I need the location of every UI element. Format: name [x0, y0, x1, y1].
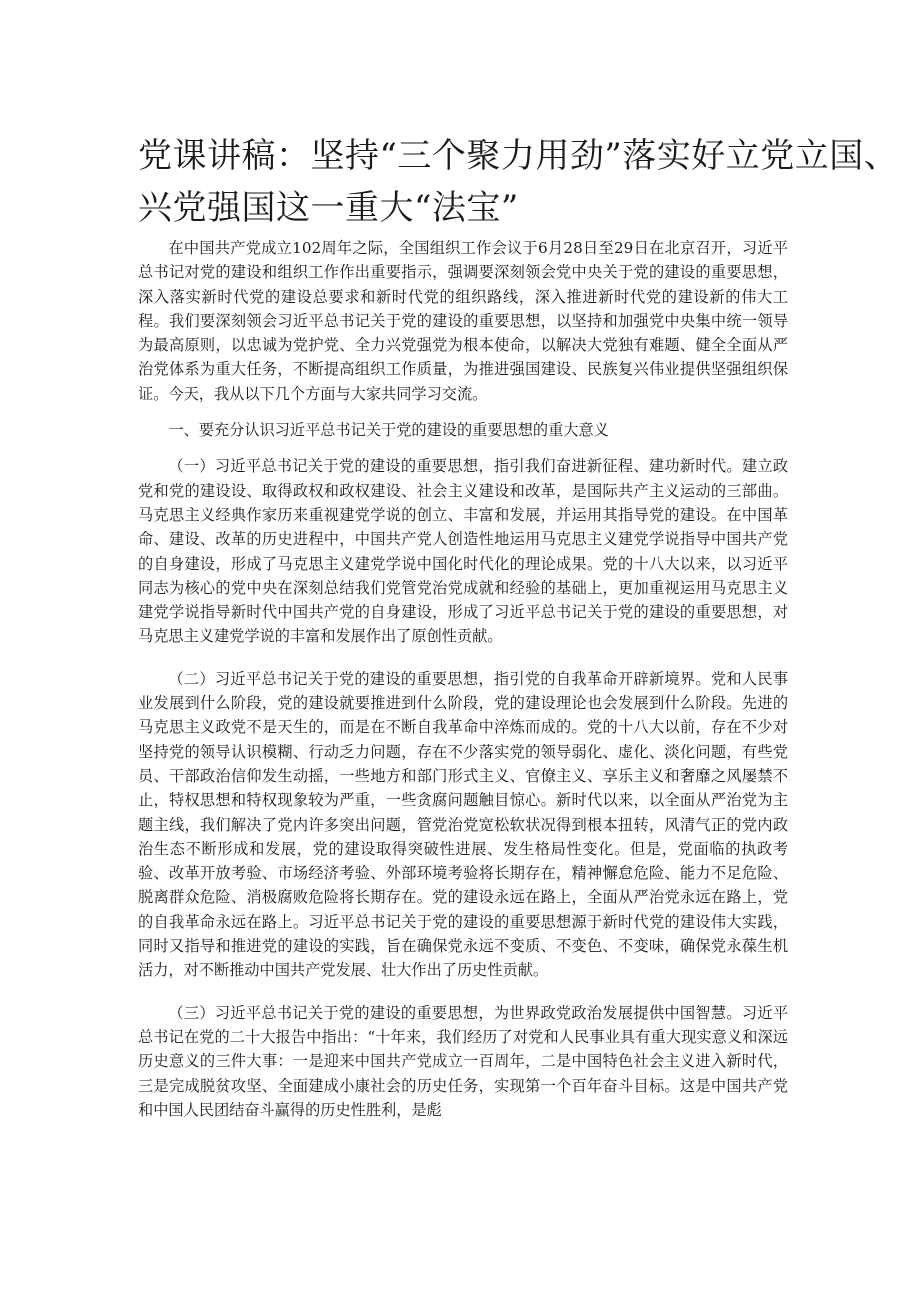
section-paragraph-1: （一）习近平总书记关于党的建设的重要思想，指引我们奋进新征程、建功新时代。建立政党和党的建设设、取得政权和政权建设、社会主义建设和改革，是国际共产主义运动的三部曲。马克思主义经典作家历来重视建党学说的创立、丰富和发展，并运用其指导党的建设。在中国革命、建设、改革的历史进程中，中国共产党人创造性地运用马克思主义建党学说指导中国共产党的自身建设，形成了马克思主义建党学说中国化时代化的理论成果。党的十八大以来，以习近平同志为核心的党中央在深刻总结我们党管党治党成就和经验的基础上，更加重视运用马克思主义建党学说指导新时代中国共产党的自身建设，形成了习近平总书记关于党的建设的重要思想，对马克思主义建党学说的丰富和发展作出了原创性贡献。	[138, 457, 788, 646]
section-heading-one: 一、要充分认识习近平总书记关于党的建设的重要思想的重大意义	[168, 421, 609, 440]
document-title	[138, 130, 899, 234]
title-line-1: 党课讲稿：坚持“三个聚力用劲”落实好立党立国、	[138, 136, 899, 176]
document-body	[138, 236, 788, 1122]
intro-paragraph: 在中国共产党成立102周年之际，全国组织工作会议于6月28日至29日在北京召开，习近平总书记对党的建设和组织工作作出重要指示，强调要深刻领会党中央关于党的建设的重要思想，深入落实新时代党的建设总要求和新时代党的组织路线，深入推进新时代党的建设新的伟大工程。我们要深刻领会习近平总书记关于党的建设的重要思想，以坚持和加强党中央集中统一领导为最高原则，以忠诚为党护党、全力兴党强党为根本使命，以解决大党独有难题、健全全面从严治党体系为重大任务，不断提高组织工作质量，为推进强国建设、民族复兴伟业提供坚强组织保证。今天，我从以下几个方面与大家共同学习交流。	[138, 239, 788, 403]
section-paragraph-3: （三）习近平总书记关于党的建设的重要思想，为世界政党政治发展提供中国智慧。习近平总书记在党的二十大报告中指出：“十年来，我们经历了对党和人民事业具有重大现实意义和深远历史意义的三件大事：一是迎来中国共产党成立一百周年，二是中国特色社会主义进入新时代，三是完成脱贫攻坚、全面建成小康社会的历史任务，实现第一个百年奋斗目标。这是中国共产党和中国人民团结奋斗赢得的历史性胜利，是彪	[138, 1003, 788, 1119]
title-line-2: 兴党强国这一重大“法宝”	[138, 188, 519, 228]
section-paragraph-2: （二）习近平总书记关于党的建设的重要思想，指引党的自我革命开辟新境界。党和人民事业发展到什么阶段，党的建设就要推进到什么阶段，党的建设理论也会发展到什么阶段。先进的马克思主义政党不是天生的，而是在不断自我革命中淬炼而成的。党的十八大以前，存在不少对坚持党的领导认识模糊、行动乏力问题，存在不少落实党的领导弱化、虚化、淡化问题，有些党员、干部政治信仰发生动摇，一些地方和部门形式主义、官僚主义、享乐主义和奢靡之风屡禁不止，特权思想和特权现象较为严重，一些贪腐问题触目惊心。新时代以来，以全面从严治党为主题主线，我们解决了党内许多突出问题，管党治党宽松软状况得到根本扭转，风清气正的党内政治生态不断形成和发展，党的建设取得突破性进展、发生格局性变化。但是，党面临的执政考验、改革开放考验、市场经济考验、外部环境考验将长期存在，精神懈怠危险、能力不足危险、脱离群众危险、消极腐败危险将长期存在。党的建设永远在路上，全面从严治党永远在路上，党的自我革命永远在路上。习近平总书记关于党的建设的重要思想源于新时代党的建设伟大实践，同时又指导和推进党的建设的实践，旨在确保党永远不变质、不变色、不变味，确保党永葆生机活力，对不断推动中国共产党发展、壮大作出了历史性贡献。	[138, 669, 788, 980]
